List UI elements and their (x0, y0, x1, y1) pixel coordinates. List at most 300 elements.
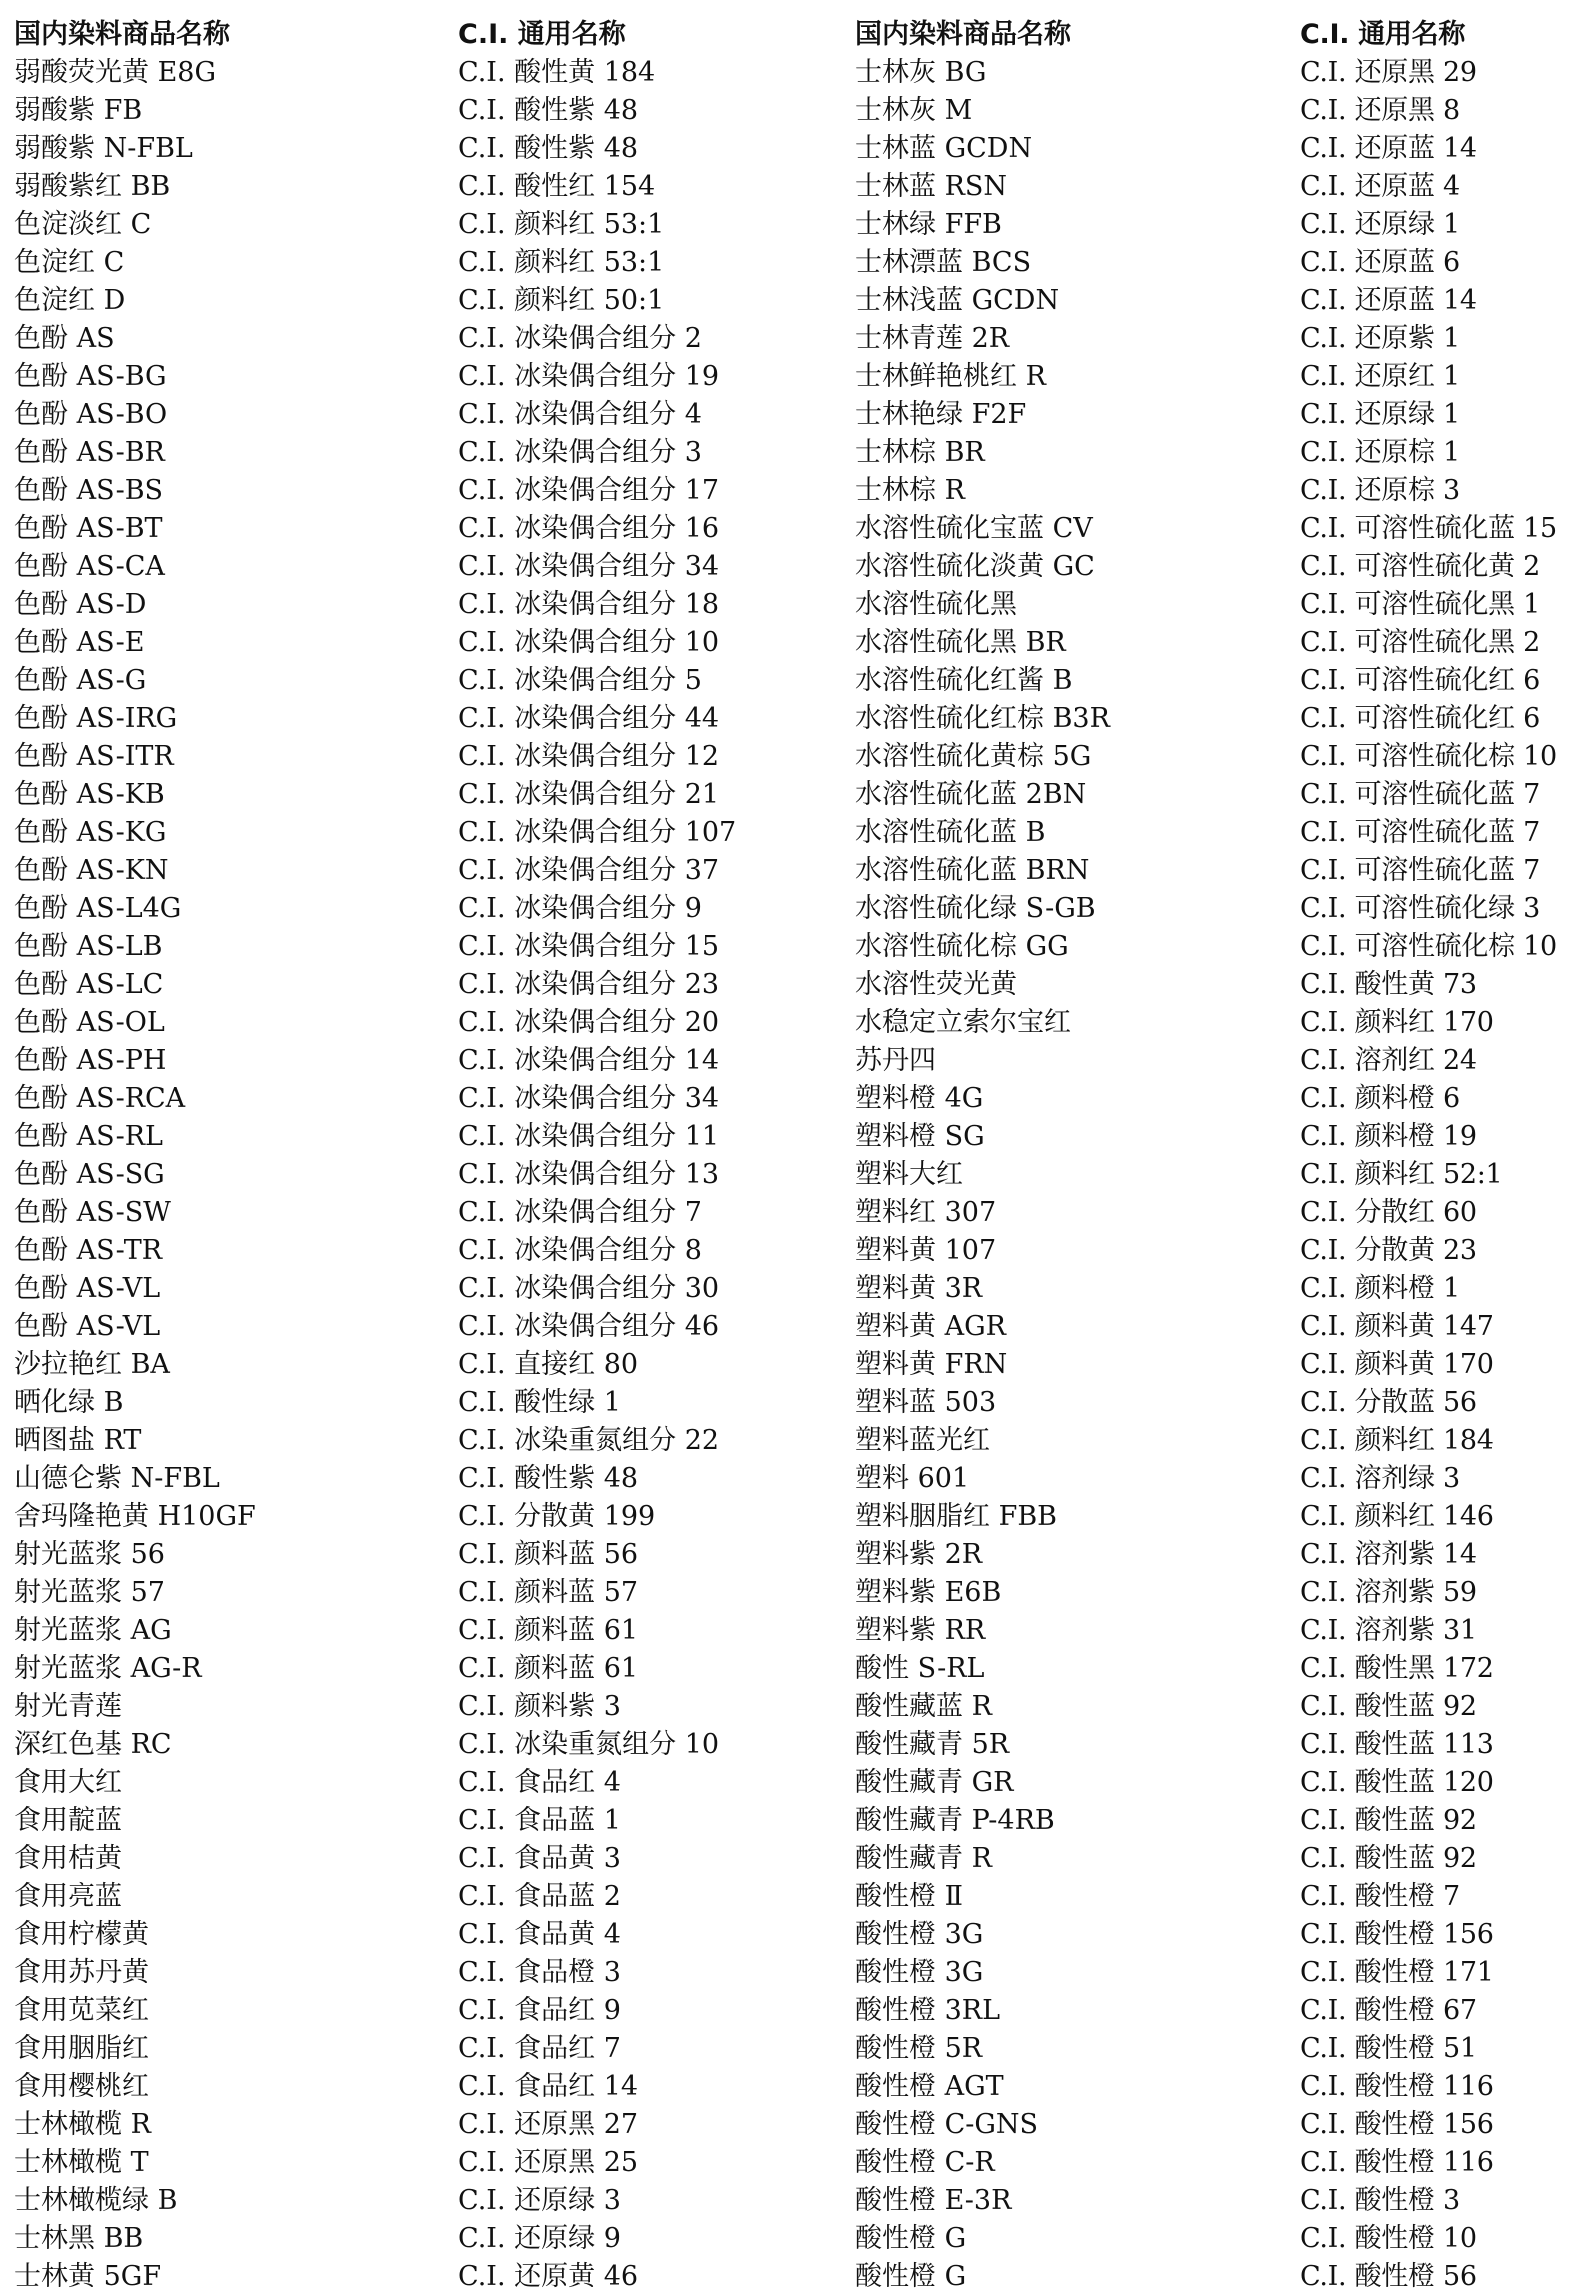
table-row (14, 2220, 1574, 2258)
ci-name-cell: C.I. 颜料红 146 (1300, 1501, 1494, 1532)
domestic-name-cell: 弱酸紫 N-FBL (14, 133, 193, 164)
ci-name-cell: C.I. 冰染偶合组分 14 (458, 1045, 720, 1076)
table-row (14, 168, 1574, 206)
table-row (14, 1498, 1574, 1536)
ci-name-cell: C.I. 酸性红 154 (458, 171, 656, 202)
domestic-name-cell: 塑料紫 RR (855, 1615, 986, 1646)
domestic-name-cell: 色酚 AS-BS (14, 475, 164, 506)
ci-name-cell: C.I. 颜料蓝 56 (458, 1539, 639, 1570)
ci-name-cell: C.I. 冰染偶合组分 8 (458, 1235, 702, 1266)
domestic-name-cell: 酸性藏蓝 R (855, 1691, 992, 1722)
table-row (14, 1004, 1574, 1042)
domestic-name-cell: 塑料黄 107 (855, 1235, 997, 1266)
ci-name-cell: C.I. 酸性橙 51 (1300, 2033, 1477, 2064)
domestic-name-cell: 水溶性硫化蓝 B (855, 817, 1046, 848)
ci-name-cell: C.I. 冰染偶合组分 30 (458, 1273, 720, 1304)
domestic-name-cell: 士林黑 BB (14, 2223, 144, 2254)
domestic-name-cell: 舍玛隆艳黄 H10GF (14, 1501, 256, 1532)
domestic-name-cell: 食用胭脂红 (14, 2033, 149, 2064)
domestic-name-cell: 色酚 AS-CA (14, 551, 165, 582)
ci-name-cell: C.I. 冰染偶合组分 44 (458, 703, 720, 734)
domestic-name-cell: 食用亮蓝 (14, 1881, 122, 1912)
ci-name-cell: C.I. 可溶性硫化蓝 7 (1300, 817, 1540, 848)
ci-name-cell: C.I. 食品红 14 (458, 2071, 639, 2102)
table-row (14, 1878, 1574, 1916)
domestic-name-cell: 酸性橙 AGT (855, 2071, 1004, 2102)
domestic-name-cell: 塑料红 307 (855, 1197, 997, 1228)
ci-name-cell: C.I. 冰染偶合组分 15 (458, 931, 720, 962)
domestic-name-cell: 塑料橙 4G (855, 1083, 984, 1114)
ci-name-cell: C.I. 冰染偶合组分 34 (458, 1083, 720, 1114)
ci-name-cell: C.I. 还原棕 3 (1300, 475, 1460, 506)
domestic-name-cell: 酸性藏青 5R (855, 1729, 1010, 1760)
table-row (14, 1346, 1574, 1384)
domestic-name-cell: 射光蓝浆 57 (14, 1577, 165, 1608)
domestic-name-cell: 色淀淡红 C (14, 209, 152, 240)
domestic-name-cell: 晒化绿 B (14, 1387, 124, 1418)
table-row (14, 1726, 1574, 1764)
ci-name-cell: C.I. 冰染偶合组分 11 (458, 1121, 720, 1152)
domestic-name-cell: 士林棕 R (855, 475, 965, 506)
ci-name-cell: C.I. 食品红 7 (458, 2033, 621, 2064)
table-row (14, 1916, 1574, 1954)
ci-name-cell: C.I. 酸性橙 56 (1300, 2261, 1477, 2292)
domestic-name-cell: 士林灰 M (855, 95, 973, 126)
domestic-name-cell: 酸性藏青 GR (855, 1767, 1014, 1798)
domestic-name-cell: 塑料黄 FRN (855, 1349, 1008, 1380)
table-row (14, 966, 1574, 1004)
ci-name-cell: C.I. 冰染重氮组分 22 (458, 1425, 720, 1456)
domestic-name-cell: 酸性橙 Ⅱ (855, 1881, 963, 1912)
domestic-name-cell: 弱酸紫 FB (14, 95, 143, 126)
domestic-name-cell: 酸性橙 3RL (855, 1995, 1001, 2026)
ci-name-cell: C.I. 冰染偶合组分 23 (458, 969, 720, 1000)
ci-name-cell: C.I. 颜料橙 1 (1300, 1273, 1460, 1304)
table-row (14, 2182, 1574, 2220)
ci-name-cell: C.I. 酸性蓝 92 (1300, 1843, 1477, 1874)
domestic-name-cell: 色酚 AS-BO (14, 399, 168, 430)
ci-name-cell: C.I. 冰染偶合组分 2 (458, 323, 702, 354)
domestic-name-cell: 水溶性硫化红棕 B3R (855, 703, 1110, 734)
ci-name-cell: C.I. 颜料红 170 (1300, 1007, 1494, 1038)
table-row (14, 2258, 1574, 2296)
table-row (14, 662, 1574, 700)
table-row (14, 1460, 1574, 1498)
table-row (14, 320, 1574, 358)
ci-name-cell: C.I. 酸性黄 184 (458, 57, 656, 88)
table-row (14, 1118, 1574, 1156)
ci-name-cell: C.I. 冰染偶合组分 5 (458, 665, 702, 696)
table-row (14, 814, 1574, 852)
table-row (14, 54, 1574, 92)
ci-name-cell: C.I. 酸性紫 48 (458, 133, 639, 164)
domestic-name-cell: 水溶性硫化黑 BR (855, 627, 1066, 658)
domestic-name-cell: 塑料 601 (855, 1463, 970, 1494)
domestic-name-cell: 色酚 AS-RCA (14, 1083, 186, 1114)
ci-name-cell: C.I. 还原蓝 4 (1300, 171, 1460, 202)
table-row (14, 1422, 1574, 1460)
domestic-name-cell: 酸性橙 3G (855, 1957, 984, 1988)
domestic-name-cell: 晒图盐 RT (14, 1425, 142, 1456)
table-row (14, 1156, 1574, 1194)
domestic-name-cell: 色酚 AS-OL (14, 1007, 165, 1038)
domestic-name-cell: 塑料黄 AGR (855, 1311, 1006, 1342)
domestic-name-cell: 酸性橙 C-GNS (855, 2109, 1039, 2140)
table-row (14, 1688, 1574, 1726)
ci-name-cell: C.I. 酸性绿 1 (458, 1387, 621, 1418)
table-row (14, 1650, 1574, 1688)
ci-name-cell: C.I. 直接红 80 (458, 1349, 639, 1380)
ci-name-cell: C.I. 酸性紫 48 (458, 95, 639, 126)
ci-name-cell: C.I. 颜料紫 3 (458, 1691, 621, 1722)
domestic-name-cell: 酸性橙 G (855, 2223, 967, 2254)
domestic-name-cell: 山德仑紫 N-FBL (14, 1463, 220, 1494)
domestic-name-cell: 水溶性硫化宝蓝 CV (855, 513, 1093, 544)
ci-name-cell: C.I. 还原绿 1 (1300, 209, 1460, 240)
ci-name-cell: C.I. 颜料蓝 61 (458, 1615, 639, 1646)
domestic-name-cell: 酸性橙 G (855, 2261, 967, 2292)
ci-name-cell: C.I. 颜料黄 170 (1300, 1349, 1494, 1380)
domestic-name-cell: 射光蓝浆 AG-R (14, 1653, 202, 1684)
domestic-name-cell: 色酚 AS-RL (14, 1121, 163, 1152)
domestic-name-cell: 士林鲜艳桃红 R (855, 361, 1046, 392)
table-row (14, 1080, 1574, 1118)
ci-name-cell: C.I. 酸性橙 156 (1300, 2109, 1494, 2140)
domestic-name-cell: 士林黄 5GF (14, 2261, 162, 2292)
ci-name-cell: C.I. 颜料蓝 61 (458, 1653, 639, 1684)
ci-name-cell: C.I. 颜料红 50:1 (458, 285, 665, 316)
dye-name-table (14, 16, 1574, 2296)
table-row (14, 1194, 1574, 1232)
ci-name-cell: C.I. 冰染偶合组分 19 (458, 361, 720, 392)
domestic-name-cell: 沙拉艳红 BA (14, 1349, 170, 1380)
ci-name-cell: C.I. 冰染偶合组分 34 (458, 551, 720, 582)
ci-name-cell: C.I. 还原黑 25 (458, 2147, 639, 2178)
ci-name-cell: C.I. 还原黑 27 (458, 2109, 639, 2140)
domestic-name-cell: 色淀红 D (14, 285, 126, 316)
ci-name-cell: C.I. 酸性黄 73 (1300, 969, 1477, 1000)
header-domestic-name: 国内染料商品名称 (14, 19, 230, 50)
domestic-name-cell: 色酚 AS-E (14, 627, 145, 658)
table-row (14, 776, 1574, 814)
domestic-name-cell: 食用苋菜红 (14, 1995, 149, 2026)
ci-name-cell: C.I. 溶剂紫 31 (1300, 1615, 1477, 1646)
ci-name-cell: C.I. 还原蓝 14 (1300, 133, 1477, 164)
table-row (14, 1536, 1574, 1574)
ci-name-cell: C.I. 溶剂紫 59 (1300, 1577, 1477, 1608)
ci-name-cell: C.I. 酸性蓝 120 (1300, 1767, 1494, 1798)
domestic-name-cell: 深红色基 RC (14, 1729, 172, 1760)
domestic-name-cell: 苏丹四 (855, 1045, 936, 1076)
ci-name-cell: C.I. 冰染偶合组分 7 (458, 1197, 702, 1228)
domestic-name-cell: 水溶性硫化蓝 2BN (855, 779, 1087, 810)
table-row (14, 2068, 1574, 2106)
domestic-name-cell: 士林橄榄 T (14, 2147, 149, 2178)
ci-name-cell: C.I. 冰染偶合组分 46 (458, 1311, 720, 1342)
ci-name-cell: C.I. 可溶性硫化棕 10 (1300, 931, 1557, 962)
domestic-name-cell: 酸性橙 C-R (855, 2147, 995, 2178)
table-row (14, 510, 1574, 548)
domestic-name-cell: 塑料大红 (855, 1159, 963, 1190)
ci-name-cell: C.I. 还原棕 1 (1300, 437, 1460, 468)
table-row (14, 2030, 1574, 2068)
ci-name-cell: C.I. 冰染偶合组分 107 (458, 817, 737, 848)
domestic-name-cell: 塑料紫 E6B (855, 1577, 1002, 1608)
table-row (14, 548, 1574, 586)
domestic-name-cell: 色淀红 C (14, 247, 125, 278)
table-row (14, 1612, 1574, 1650)
ci-name-cell: C.I. 食品黄 4 (458, 1919, 621, 1950)
table-row (14, 2144, 1574, 2182)
domestic-name-cell: 塑料橙 SG (855, 1121, 985, 1152)
ci-name-cell: C.I. 酸性橙 67 (1300, 1995, 1477, 2026)
domestic-name-cell: 塑料黄 3R (855, 1273, 983, 1304)
table-row (14, 928, 1574, 966)
ci-name-cell: C.I. 还原紫 1 (1300, 323, 1460, 354)
domestic-name-cell: 酸性橙 E-3R (855, 2185, 1012, 2216)
ci-name-cell: C.I. 冰染偶合组分 13 (458, 1159, 720, 1190)
domestic-name-cell: 水溶性荧光黄 (855, 969, 1017, 1000)
domestic-name-cell: 射光蓝浆 AG (14, 1615, 172, 1646)
ci-name-cell: C.I. 溶剂紫 14 (1300, 1539, 1477, 1570)
ci-name-cell: C.I. 还原绿 9 (458, 2223, 621, 2254)
ci-name-cell: C.I. 可溶性硫化绿 3 (1300, 893, 1540, 924)
domestic-name-cell: 士林浅蓝 GCDN (855, 285, 1060, 316)
domestic-name-cell: 食用桔黄 (14, 1843, 122, 1874)
ci-name-cell: C.I. 冰染偶合组分 9 (458, 893, 702, 924)
table-row (14, 130, 1574, 168)
table-row (14, 206, 1574, 244)
domestic-name-cell: 色酚 AS-LC (14, 969, 164, 1000)
domestic-name-cell: 士林艳绿 F2F (855, 399, 1027, 430)
ci-name-cell: C.I. 酸性橙 156 (1300, 1919, 1494, 1950)
ci-name-cell: C.I. 食品橙 3 (458, 1957, 621, 1988)
domestic-name-cell: 塑料紫 2R (855, 1539, 983, 1570)
domestic-name-cell: 酸性橙 5R (855, 2033, 983, 2064)
ci-name-cell: C.I. 可溶性硫化蓝 15 (1300, 513, 1557, 544)
ci-name-cell: C.I. 酸性橙 7 (1300, 1881, 1460, 1912)
domestic-name-cell: 士林橄榄绿 B (14, 2185, 178, 2216)
ci-name-cell: C.I. 分散蓝 56 (1300, 1387, 1477, 1418)
ci-name-cell: C.I. 酸性蓝 92 (1300, 1805, 1477, 1836)
domestic-name-cell: 士林漂蓝 BCS (855, 247, 1032, 278)
table-row (14, 92, 1574, 130)
ci-name-cell: C.I. 还原蓝 14 (1300, 285, 1477, 316)
ci-name-cell: C.I. 颜料蓝 57 (458, 1577, 639, 1608)
table-row (14, 586, 1574, 624)
ci-name-cell: C.I. 分散黄 23 (1300, 1235, 1477, 1266)
ci-name-cell: C.I. 颜料红 184 (1300, 1425, 1494, 1456)
header-ci-name: C.I. 通用名称 (458, 19, 626, 50)
domestic-name-cell: 色酚 AS-D (14, 589, 147, 620)
table-row (14, 1042, 1574, 1080)
domestic-name-cell: 色酚 AS-ITR (14, 741, 174, 772)
table-row (14, 700, 1574, 738)
domestic-name-cell: 色酚 AS-KN (14, 855, 169, 886)
ci-name-cell: C.I. 可溶性硫化黄 2 (1300, 551, 1540, 582)
ci-name-cell: C.I. 可溶性硫化黑 1 (1300, 589, 1540, 620)
domestic-name-cell: 士林绿 FFB (855, 209, 1002, 240)
ci-name-cell: C.I. 冰染偶合组分 4 (458, 399, 702, 430)
domestic-name-cell: 塑料胭脂红 FBB (855, 1501, 1057, 1532)
ci-name-cell: C.I. 酸性蓝 92 (1300, 1691, 1477, 1722)
ci-name-cell: C.I. 酸性黑 172 (1300, 1653, 1494, 1684)
ci-name-cell: C.I. 食品红 4 (458, 1767, 621, 1798)
table-row (14, 1764, 1574, 1802)
table-row (14, 738, 1574, 776)
ci-name-cell: C.I. 可溶性硫化红 6 (1300, 703, 1540, 734)
ci-name-cell: C.I. 冰染偶合组分 12 (458, 741, 720, 772)
ci-name-cell: C.I. 冰染重氮组分 10 (458, 1729, 720, 1760)
ci-name-cell: C.I. 溶剂绿 3 (1300, 1463, 1460, 1494)
ci-name-cell: C.I. 还原蓝 6 (1300, 247, 1460, 278)
table-row (14, 1992, 1574, 2030)
ci-name-cell: C.I. 分散黄 199 (458, 1501, 656, 1532)
ci-name-cell: C.I. 食品红 9 (458, 1995, 621, 2026)
table-row (14, 396, 1574, 434)
ci-name-cell: C.I. 颜料红 53:1 (458, 247, 665, 278)
ci-name-cell: C.I. 可溶性硫化蓝 7 (1300, 779, 1540, 810)
ci-name-cell: C.I. 可溶性硫化红 6 (1300, 665, 1540, 696)
ci-name-cell: C.I. 可溶性硫化蓝 7 (1300, 855, 1540, 886)
table-row (14, 1270, 1574, 1308)
ci-name-cell: C.I. 酸性蓝 113 (1300, 1729, 1494, 1760)
domestic-name-cell: 士林蓝 RSN (855, 171, 1008, 202)
ci-name-cell: C.I. 颜料橙 6 (1300, 1083, 1460, 1114)
ci-name-cell: C.I. 颜料红 52:1 (1300, 1159, 1503, 1190)
domestic-name-cell: 食用柠檬黄 (14, 1919, 149, 1950)
table-row (14, 244, 1574, 282)
domestic-name-cell: 色酚 AS (14, 323, 115, 354)
domestic-name-cell: 色酚 AS-KB (14, 779, 165, 810)
domestic-name-cell: 色酚 AS-IRG (14, 703, 178, 734)
ci-name-cell: C.I. 还原黄 46 (458, 2261, 639, 2292)
table-row (14, 1232, 1574, 1270)
ci-name-cell: C.I. 溶剂红 24 (1300, 1045, 1477, 1076)
domestic-name-cell: 水溶性硫化绿 S-GB (855, 893, 1096, 924)
ci-name-cell: C.I. 冰染偶合组分 18 (458, 589, 720, 620)
ci-name-cell: C.I. 还原红 1 (1300, 361, 1460, 392)
table-row (14, 358, 1574, 396)
domestic-name-cell: 食用苏丹黄 (14, 1957, 149, 1988)
ci-name-cell: C.I. 还原黑 29 (1300, 57, 1477, 88)
table-row (14, 624, 1574, 662)
ci-name-cell: C.I. 食品黄 3 (458, 1843, 621, 1874)
table-row (14, 1802, 1574, 1840)
ci-name-cell: C.I. 还原黑 8 (1300, 95, 1460, 126)
ci-name-cell: C.I. 冰染偶合组分 21 (458, 779, 720, 810)
domestic-name-cell: 食用樱桃红 (14, 2071, 149, 2102)
domestic-name-cell: 酸性 S-RL (855, 1653, 985, 1684)
ci-name-cell: C.I. 冰染偶合组分 3 (458, 437, 702, 468)
domestic-name-cell: 士林青莲 2R (855, 323, 1010, 354)
domestic-name-cell: 水溶性硫化红酱 B (855, 665, 1073, 696)
domestic-name-cell: 士林蓝 GCDN (855, 133, 1033, 164)
ci-name-cell: C.I. 酸性紫 48 (458, 1463, 639, 1494)
header-domestic-name: 国内染料商品名称 (855, 19, 1071, 50)
ci-name-cell: C.I. 还原绿 1 (1300, 399, 1460, 430)
table-row (14, 434, 1574, 472)
table-row (14, 1840, 1574, 1878)
domestic-name-cell: 色酚 AS-VL (14, 1273, 161, 1304)
domestic-name-cell: 水溶性硫化蓝 BRN (855, 855, 1090, 886)
header-ci-name: C.I. 通用名称 (1300, 19, 1466, 50)
domestic-name-cell: 射光青莲 (14, 1691, 122, 1722)
ci-name-cell: C.I. 可溶性硫化棕 10 (1300, 741, 1557, 772)
domestic-name-cell: 酸性藏青 P-4RB (855, 1805, 1055, 1836)
table-row (14, 890, 1574, 928)
ci-name-cell: C.I. 食品蓝 2 (458, 1881, 621, 1912)
table-header-row (14, 16, 1574, 54)
table-row (14, 1954, 1574, 1992)
table-row (14, 1384, 1574, 1422)
ci-name-cell: C.I. 冰染偶合组分 17 (458, 475, 720, 506)
ci-name-cell: C.I. 冰染偶合组分 16 (458, 513, 720, 544)
ci-name-cell: C.I. 食品蓝 1 (458, 1805, 621, 1836)
domestic-name-cell: 酸性藏青 R (855, 1843, 992, 1874)
ci-name-cell: C.I. 分散红 60 (1300, 1197, 1477, 1228)
ci-name-cell: C.I. 酸性橙 10 (1300, 2223, 1477, 2254)
domestic-name-cell: 士林橄榄 R (14, 2109, 151, 2140)
ci-name-cell: C.I. 还原绿 3 (458, 2185, 621, 2216)
domestic-name-cell: 色酚 AS-SG (14, 1159, 165, 1190)
domestic-name-cell: 食用大红 (14, 1767, 122, 1798)
domestic-name-cell: 弱酸荧光黄 E8G (14, 57, 217, 88)
domestic-name-cell: 水溶性硫化黑 (855, 589, 1017, 620)
domestic-name-cell: 士林灰 BG (855, 57, 987, 88)
ci-name-cell: C.I. 酸性橙 116 (1300, 2071, 1494, 2102)
domestic-name-cell: 水溶性硫化棕 GG (855, 931, 1069, 962)
domestic-name-cell: 水稳定立索尔宝红 (855, 1007, 1071, 1038)
ci-name-cell: C.I. 冰染偶合组分 37 (458, 855, 720, 886)
domestic-name-cell: 塑料蓝 503 (855, 1387, 997, 1418)
ci-name-cell: C.I. 颜料黄 147 (1300, 1311, 1494, 1342)
domestic-name-cell: 色酚 AS-VL (14, 1311, 161, 1342)
ci-name-cell: C.I. 冰染偶合组分 20 (458, 1007, 720, 1038)
domestic-name-cell: 士林棕 BR (855, 437, 985, 468)
domestic-name-cell: 色酚 AS-BT (14, 513, 163, 544)
table-row (14, 1574, 1574, 1612)
domestic-name-cell: 色酚 AS-SW (14, 1197, 171, 1228)
table-row (14, 472, 1574, 510)
table-row (14, 282, 1574, 320)
domestic-name-cell: 射光蓝浆 56 (14, 1539, 165, 1570)
domestic-name-cell: 色酚 AS-BG (14, 361, 167, 392)
domestic-name-cell: 色酚 AS-BR (14, 437, 165, 468)
domestic-name-cell: 色酚 AS-L4G (14, 893, 182, 924)
ci-name-cell: C.I. 颜料红 53:1 (458, 209, 665, 240)
ci-name-cell: C.I. 冰染偶合组分 10 (458, 627, 720, 658)
domestic-name-cell: 色酚 AS-G (14, 665, 147, 696)
domestic-name-cell: 水溶性硫化黄棕 5G (855, 741, 1092, 772)
domestic-name-cell: 水溶性硫化淡黄 GC (855, 551, 1095, 582)
ci-name-cell: C.I. 酸性橙 171 (1300, 1957, 1494, 1988)
domestic-name-cell: 酸性橙 3G (855, 1919, 984, 1950)
domestic-name-cell: 弱酸紫红 BB (14, 171, 171, 202)
ci-name-cell: C.I. 颜料橙 19 (1300, 1121, 1477, 1152)
ci-name-cell: C.I. 酸性橙 3 (1300, 2185, 1460, 2216)
domestic-name-cell: 色酚 AS-KG (14, 817, 167, 848)
domestic-name-cell: 色酚 AS-LB (14, 931, 163, 962)
domestic-name-cell: 色酚 AS-TR (14, 1235, 163, 1266)
table-row (14, 852, 1574, 890)
ci-name-cell: C.I. 酸性橙 116 (1300, 2147, 1494, 2178)
domestic-name-cell: 食用靛蓝 (14, 1805, 122, 1836)
domestic-name-cell: 塑料蓝光红 (855, 1425, 990, 1456)
table-row (14, 2106, 1574, 2144)
table-row (14, 1308, 1574, 1346)
ci-name-cell: C.I. 可溶性硫化黑 2 (1300, 627, 1540, 658)
